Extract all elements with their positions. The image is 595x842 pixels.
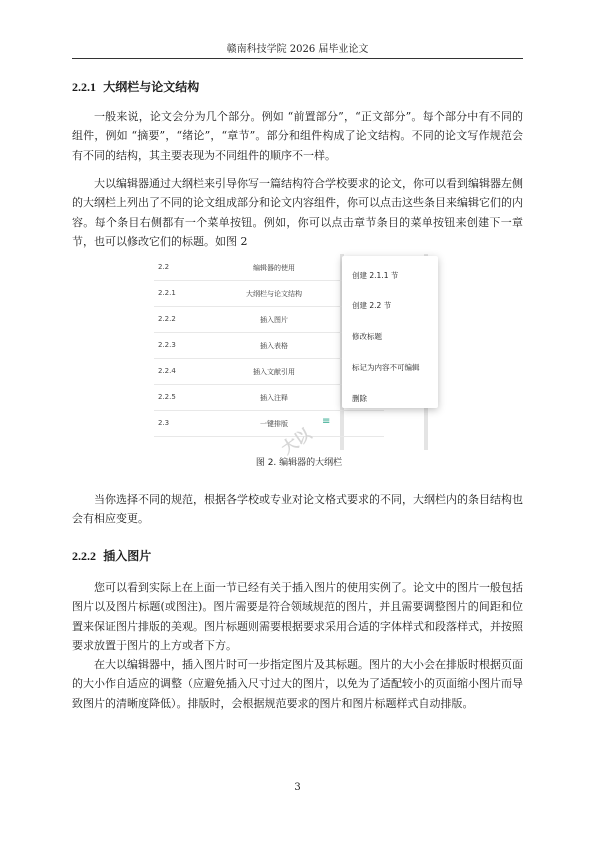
outline-item-label: 大纲栏与论文结构 — [246, 290, 302, 298]
figure-outline-sidebar — [154, 254, 444, 468]
menu-item-create-2-2[interactable]: 创建 2.2 节 — [352, 301, 392, 310]
outline-item-number: 2.2 — [158, 263, 170, 271]
section-number: 2.2.2 — [72, 549, 96, 563]
outline-item-label: 编辑器的使用 — [253, 264, 295, 272]
outline-item-number: 2.2.2 — [158, 315, 176, 323]
watermark: 大以 — [277, 424, 315, 459]
outline-item-number: 2.2.5 — [158, 393, 176, 401]
outline-item-label: 插入图片 — [260, 316, 288, 324]
section-title: 大纲栏与论文结构 — [103, 80, 200, 94]
running-header: 赣南科技学院 2026 届毕业论文 — [226, 44, 369, 55]
menu-item-delete[interactable]: 删除 — [352, 394, 367, 403]
outline-item-label: 插入文献引用 — [253, 368, 295, 376]
section-heading-2-2-1 — [72, 78, 199, 95]
section-title: 插入图片 — [103, 549, 152, 563]
list-menu-icon[interactable]: ≡ — [322, 416, 331, 427]
header-rule — [72, 58, 523, 59]
menu-item-rename[interactable]: 修改标题 — [352, 332, 382, 341]
paragraph: 在大以编辑器中，插入图片时可一步指定图片及其标题。图片的大小会在排版时根据页面的大小作自适应的调整（应避免插入尺寸过大的图片，以免为了适配较小的页面缩小图片而导致图片的清晰度降低）。排版时，会根据规范要求的图片和图片标题样式自动排版。 — [72, 658, 523, 710]
menu-item-lock[interactable]: 标记为内容不可编辑 — [352, 363, 420, 372]
outline-item-label: 一键排版 — [260, 420, 288, 428]
context-menu — [342, 256, 438, 408]
outline-item-number: 2.2.4 — [158, 367, 176, 375]
paragraph: 当你选择不同的规范，根据各学校或专业对论文格式要求的不同，大纲栏内的条目结构也会有相应变更。 — [72, 493, 523, 526]
menu-item-create-2-1-1[interactable]: 创建 2.1.1 节 — [352, 271, 399, 280]
page-number: 3 — [294, 782, 301, 793]
section-heading-2-2-2 — [72, 547, 151, 564]
outline-item-label: 插入注释 — [260, 394, 288, 402]
outline-item-number: 2.2.3 — [158, 341, 176, 349]
paragraph: 您可以看到实际上在上面一节已经有关于插入图片的使用实例了。论文中的图片一般包括图片以及图片标题(或图注)。图片需要是符合领域规范的图片，并且需要调整图片的间距和位置来保证图片排版的美观。图片标题则需要根据要求采用合适的字体样式和段落样式，并按照要求放置于图片的上方或者下方。 — [72, 581, 523, 653]
outline-item-label: 插入表格 — [260, 342, 288, 350]
outline-item[interactable] — [154, 410, 384, 437]
outline-item-number: 2.2.1 — [158, 289, 176, 297]
section-number: 2.2.1 — [72, 80, 96, 94]
paragraph: 大以编辑器通过大纲栏来引导你写一篇结构符合学校要求的论文，你可以看到编辑器左侧的大纲栏上列出了不同的论文组成部分和论文内容组件，你可以点击这些条目来编辑它们的内容。每个条目右侧都有一个菜单按钮。例如，你可以点击章节条目的菜单按钮来创建下一章节，也可以修改它们的标题。如图 2 — [72, 177, 523, 249]
figure-caption: 图 2. 编辑器的大纲栏 — [255, 458, 343, 468]
outline-item-number: 2.3 — [158, 419, 170, 427]
paragraph: 一般来说，论文会分为几个部分。例如 “前置部分”，“正文部分”。每个部分中有不同的组件，例如 “摘要”，“绪论”，“章节”。部分和组件构成了论文结构。不同的论文写作规范会有不同的结构，其主要表现为不同组件的顺序不一样。 — [72, 110, 523, 162]
